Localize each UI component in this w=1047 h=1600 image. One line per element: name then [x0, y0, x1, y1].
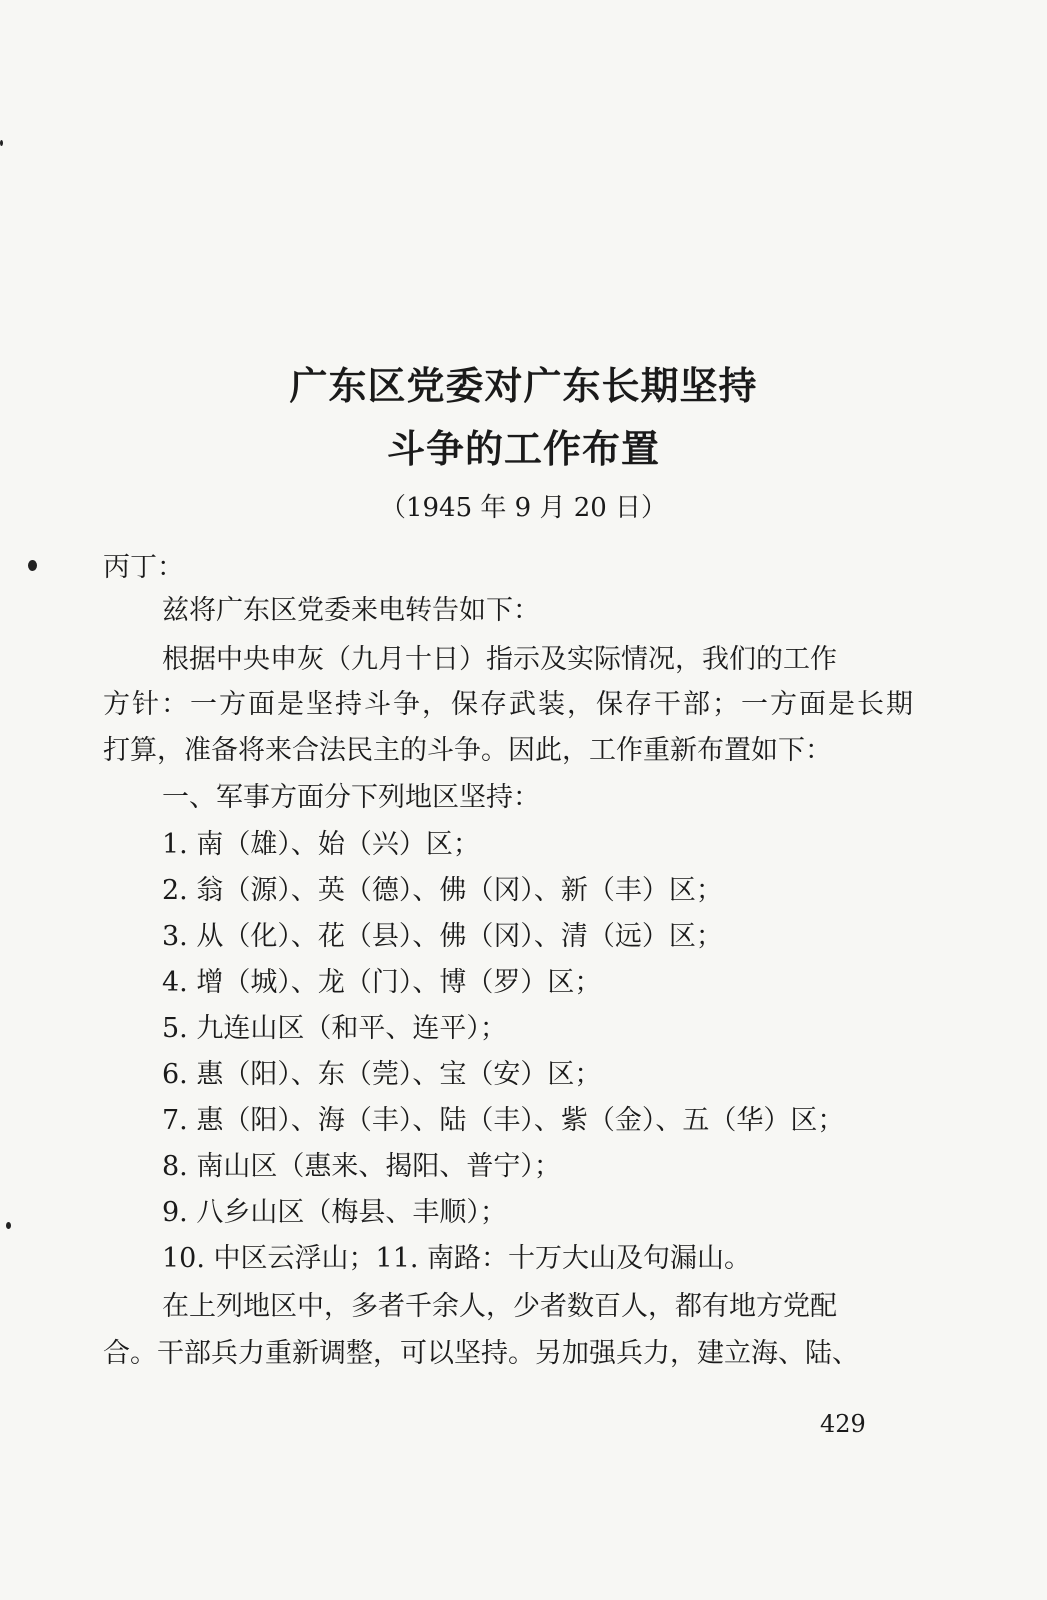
paragraph-line: 合。干部兵力重新调整，可以坚持。另加强兵力，建立海、陆、 [103, 1338, 859, 1369]
ink-speck [28, 560, 37, 571]
paragraph-line: 兹将广东区党委来电转告如下： [162, 595, 540, 626]
list-item: 6. 惠（阳）、东（莞）、宝（安）区； [162, 1059, 602, 1090]
ink-speck [6, 1222, 11, 1229]
list-item: 7. 惠（阳）、海（丰）、陆（丰）、紫（金）、五（华）区； [162, 1105, 845, 1136]
paragraph-line: 根据中央申灰（九月十日）指示及实际情况，我们的工作 [162, 644, 837, 675]
paragraph-line: 打算，准备将来合法民主的斗争。因此，工作重新布置如下： [103, 735, 832, 766]
list-item: 2. 翁（源）、英（德）、佛（冈）、新（丰）区； [162, 875, 723, 906]
list-item: 9. 八乡山区（梅县、丰顺）； [162, 1197, 507, 1228]
paragraph-line: 在上列地区中，多者千余人，少者数百人，都有地方党配 [162, 1291, 837, 1322]
list-item: 3. 从（化）、花（县）、佛（冈）、清（远）区； [162, 921, 723, 952]
document-date: （1945 年 9 月 20 日） [379, 493, 668, 523]
salutation: 丙丁： [103, 552, 184, 583]
list-item: 4. 增（城）、龙（门）、博（罗）区； [162, 967, 602, 998]
document-title-line-1: 广东区党委对广东长期坚持 [289, 364, 758, 408]
list-item: 1. 南（雄）、始（兴）区； [162, 829, 480, 860]
ink-speck [0, 140, 3, 146]
list-item: 5. 九连山区（和平、连平）； [162, 1013, 507, 1044]
list-item: 8. 南山区（惠来、揭阳、普宁）； [162, 1151, 561, 1182]
document-title-line-2: 斗争的工作布置 [386, 427, 660, 471]
section-heading: 一、军事方面分下列地区坚持： [162, 782, 540, 813]
paragraph-line: 方针：一方面是坚持斗争，保存武装，保存干部；一方面是长期 [103, 689, 913, 720]
list-item: 10. 中区云浮山；11. 南路：十万大山及句漏山。 [162, 1243, 752, 1274]
page-number: 429 [820, 1410, 866, 1438]
